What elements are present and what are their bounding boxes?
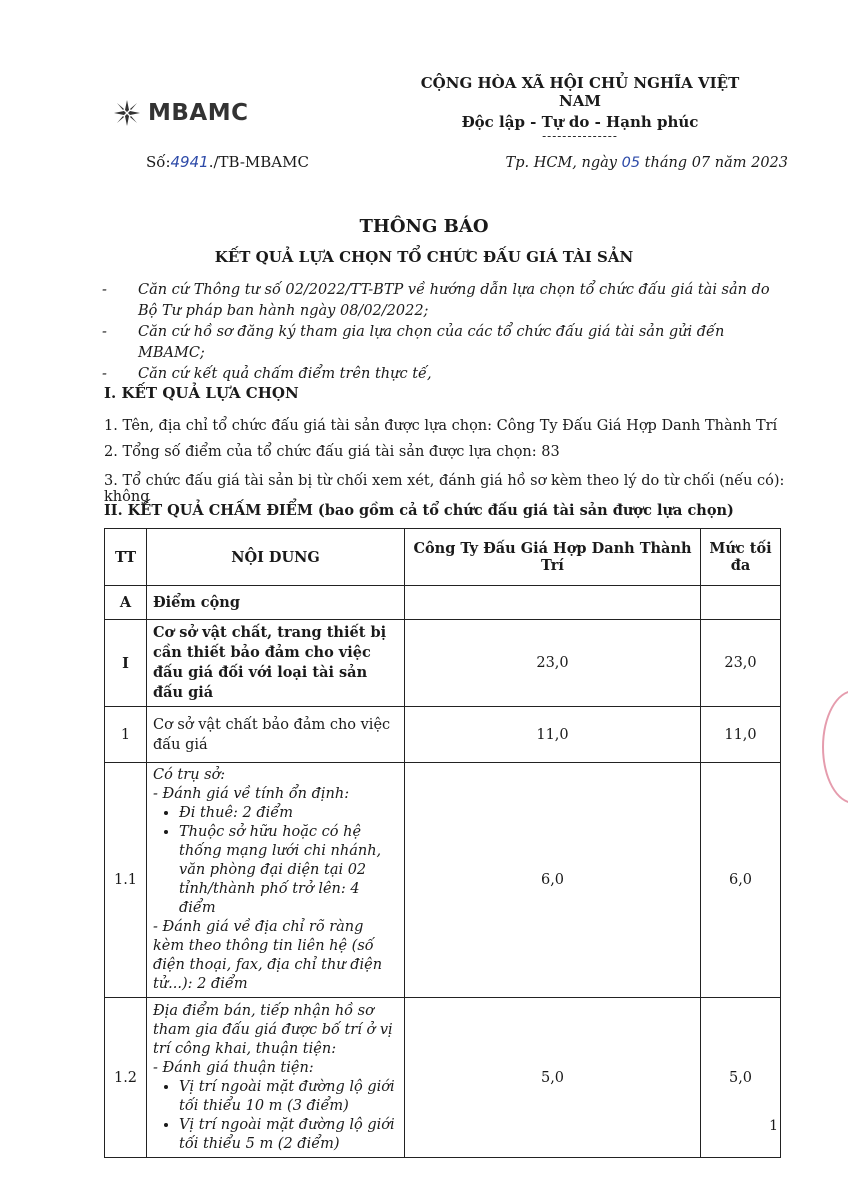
document-subtitle: KẾT QUẢ LỰA CHỌN TỔ CHỨC ĐẤU GIÁ TÀI SẢN <box>214 248 634 266</box>
company-logo <box>112 98 249 128</box>
result-item-3: 3. Tổ chức đấu giá tài sản bị từ chối xem xét, đánh giá hồ sơ kèm theo lý do từ chối (nếu có): không <box>104 473 785 505</box>
page-number: 1 <box>769 1118 778 1134</box>
document-title: THÔNG BÁO <box>359 216 489 237</box>
date-prefix: Tp. HCM, ngày <box>505 155 622 171</box>
document-number <box>146 153 309 171</box>
doc-no-handwritten: 4941 <box>170 153 209 171</box>
table-row: 1 Cơ sở vật chất bảo đảm cho việc đấu giá 11,0 11,0 <box>105 707 781 763</box>
section-1-heading: I. KẾT QUẢ LỰA CHỌN <box>104 384 299 402</box>
col-max: Mức tối đa <box>701 529 781 586</box>
legal-basis-item: - Căn cứ hồ sơ đăng ký tham gia lựa chọn của các tổ chức đấu giá tài sản gửi đến MBAMC; <box>102 324 725 361</box>
col-tt: TT <box>105 529 147 586</box>
table-row: 1.2 Địa điểm bán, tiếp nhận hồ sơ tham gia đấu giá được bố trí ở vị trí công khai, thuận tiện: - Đánh giá thuận tiện: • Vị trí ngoài mặt đường lộ giới tối thiểu 10 m (3 điểm) • Vị trí ngoài mặt đường lộ giới tối thiểu 5 m (2 điểm) 5,0 5,0 <box>105 998 781 1158</box>
date-day-handwritten: 05 <box>621 155 641 171</box>
table-row: 1.1 Có trụ sở: - Đánh giá về tính ổn định: • Đi thuê: 2 điểm • Thuộc sở hữu hoặc có hệ thống mạng lưới chi nhánh, văn phòng đại diện tại 02 tỉnh/thành phố trở lên: 4 điểm - Đánh giá về địa chỉ rõ ràng kèm theo thông tin liên hệ (số điện thoại, fax, địa chỉ thư điện tử...): 2 điểm 6,0 6,0 <box>105 763 781 998</box>
logo-text: MBAMC <box>148 100 249 126</box>
national-rule: --------------- <box>542 129 618 143</box>
table-row: A Điểm cộng <box>105 586 781 620</box>
legal-bases <box>102 280 792 385</box>
result-item-2: 2. Tổng số điểm của tổ chức đấu giá tài sản được lựa chọn: 83 <box>104 444 560 460</box>
col-content: NỘI DUNG <box>147 529 405 586</box>
table-header-row <box>105 529 781 586</box>
legal-basis-item: - Căn cứ Thông tư số 02/2022/TT-BTP về hướng dẫn lựa chọn tổ chức đấu giá tài sản do Bộ Tư pháp ban hành ngày 08/02/2022; <box>102 282 770 319</box>
national-motto: Độc lập - Tự do - Hạnh phúc <box>461 113 699 131</box>
score-table <box>104 528 781 1158</box>
mbamc-star-icon <box>112 98 142 128</box>
national-title: CỘNG HÒA XÃ HỘI CHỦ NGHĨA VIỆT NAM <box>420 74 740 110</box>
legal-basis-item: - Căn cứ kết quả chấm điểm trên thực tế, <box>102 366 432 382</box>
table-row: I Cơ sở vật chất, trang thiết bị cần thiết bảo đảm cho việc đấu giá đối với loại tài sản đấu giá 23,0 23,0 <box>105 620 781 707</box>
result-item-1: 1. Tên, địa chỉ tổ chức đấu giá tài sản được lựa chọn: Công Ty Đấu Giá Hợp Danh Thành Trí <box>104 418 778 434</box>
document-date <box>506 155 788 171</box>
doc-no-prefix: Số: <box>146 153 171 171</box>
national-header <box>400 74 760 143</box>
section-2-heading: II. KẾT QUẢ CHẤM ĐIỂM (bao gồm cả tổ chức đấu giá tài sản được lựa chọn) <box>104 502 734 519</box>
date-suffix: tháng 07 năm 2023 <box>640 155 788 171</box>
col-company: Công Ty Đấu Giá Hợp Danh Thành Trí <box>405 529 701 586</box>
doc-no-suffix: ./TB-MBAMC <box>208 153 309 171</box>
seal-stamp <box>822 690 848 804</box>
